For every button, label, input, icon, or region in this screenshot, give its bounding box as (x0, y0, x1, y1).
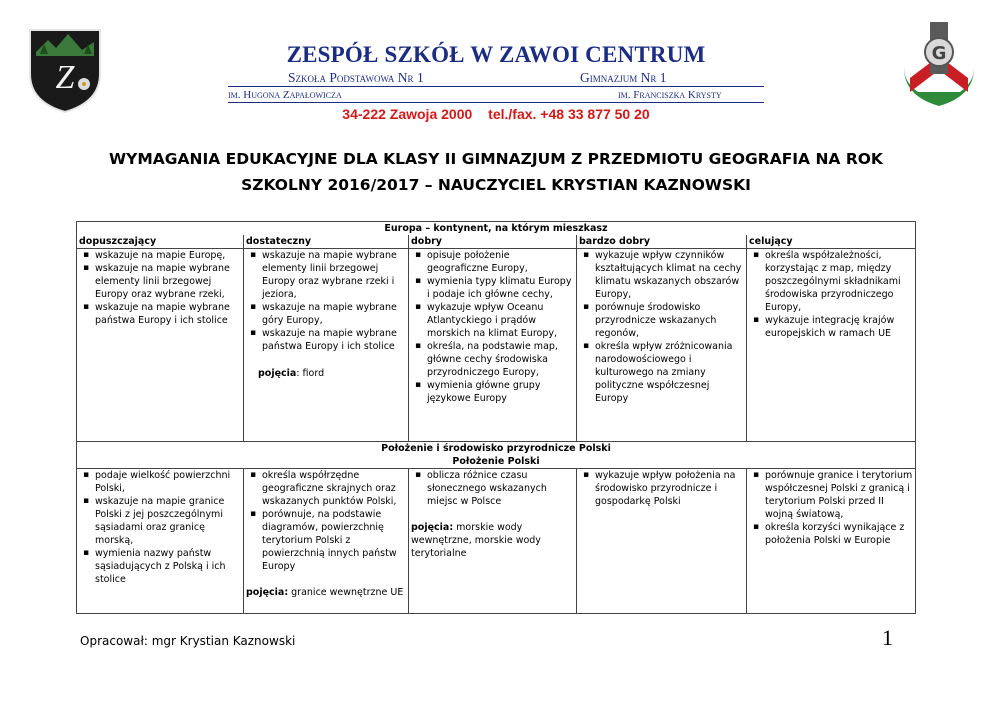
cell-dostateczny (244, 469, 409, 614)
requirement-item: ▪ wykazuje wpływ Oceanu Atlantyckiego i prądów morskich na klimat Europy, (427, 301, 574, 340)
section2-title: Położenie i środowisko przyrodnicze Polski (77, 442, 916, 456)
section-header-row (77, 222, 916, 236)
requirement-item: ▪ określa wpływ zróżnicowania narodowościowego i kulturowego na zmiany polityczne współczesnej Europy (595, 340, 744, 405)
cell-dobry (409, 249, 577, 442)
requirement-item: ▪ porównuje granice i terytorium współczesnej Polski z granicą i terytorium Polski przed II wojną światową, (765, 469, 913, 521)
requirement-item: ▪ wskazuje na mapie wybrane państwa Europy i ich stolice (262, 327, 406, 353)
grade-header: dopuszczający (77, 235, 244, 249)
svg-text:Z: Z (55, 59, 75, 96)
cell-dopuszczajacy (77, 469, 244, 614)
requirements-table (76, 221, 916, 614)
concepts-note (246, 586, 406, 599)
grade-header-row (77, 235, 916, 249)
header-divider-lower (228, 102, 764, 103)
requirement-item: ▪ porównuje środowisko przyrodnicze wskazanych regonów, (595, 301, 744, 340)
grade-header: dobry (409, 235, 577, 249)
requirement-item: ▪ wykazuje wpływ czynników kształtujących klimat na cechy klimatu wskazanych obszarów Europy, (595, 249, 744, 301)
footer-author: Opracował: mgr Krystian Kaznowski (80, 634, 296, 648)
requirement-item: ▪ określa współzależności, korzystając z map, między poszczególnymi składnikami środowiska przyrodniczego Europy, (765, 249, 913, 314)
section2-header-row (77, 442, 916, 456)
section2-content-row (77, 469, 916, 614)
requirement-item: ▪ wykazuje integrację krajów europejskich w ramach UE (765, 314, 913, 340)
requirement-item: ▪ wymienia główne grupy językowe Europy (427, 379, 574, 405)
requirement-item: ▪ określa współrzędne geograficzne skrajnych oraz wskazanych punktów Polski, (262, 469, 406, 508)
requirement-item: ▪ wskazuje na mapie wybrane elementy linii brzegowej Europy oraz wybrane rzeki, (95, 262, 241, 301)
concepts-label: pojęcia: (411, 522, 454, 533)
grade-header: bardzo dobry (577, 235, 747, 249)
concepts-label: pojęcia: (246, 587, 289, 598)
cell-celujacy (747, 249, 916, 442)
grade-header: celujący (747, 235, 916, 249)
requirement-item: ▪ określa, na podstawie map, główne cechy środowiska przyrodniczego Europy, (427, 340, 574, 379)
address: 34-222 Zawoja 2000 (342, 106, 473, 122)
concepts-text: granice wewnętrzne UE (288, 587, 404, 598)
requirement-item: ▪ wskazuje na mapie granice Polski z jej poszczególnymi sąsiadami oraz granicę morską, (95, 495, 241, 547)
cell-dopuszczajacy (77, 249, 244, 442)
primary-school-name: Szkoła Podstawowa Nr 1 (288, 70, 424, 85)
grade-header: dostateczny (244, 235, 409, 249)
requirement-item: ▪ określa korzyści wynikające z położenia Polski w Europie (765, 521, 913, 547)
requirement-item: ▪ wskazuje na mapie Europę, (95, 249, 241, 262)
requirement-item: ▪ podaje wielkość powierzchni Polski, (95, 469, 241, 495)
section2-subtitle: Położenie Polski (77, 455, 916, 469)
concepts-note (246, 367, 406, 380)
primary-school-patron: im. Hugona Zapałowicza (228, 89, 342, 101)
requirement-item: ▪ porównuje, na podstawie diagramów, powierzchnię terytorium Polski z powierzchnią innych państw Europy (262, 508, 406, 573)
svg-text:G: G (931, 43, 947, 64)
cell-bardzo-dobry (577, 249, 747, 442)
requirement-item: ▪ wymienia nazwy państw sąsiadujących z Polską i ich stolice (95, 547, 241, 586)
page-number: 1 (882, 625, 893, 650)
phone: tel./fax. +48 33 877 50 20 (488, 106, 650, 122)
concepts-note (411, 521, 574, 560)
cell-dobry (409, 469, 577, 614)
requirement-item: ▪ wykazuje wpływ położenia na środowisko przyrodnicze i gospodarkę Polski (595, 469, 744, 508)
requirement-item: ▪ oblicza różnice czasu słonecznego wskazanych miejsc w Polsce (427, 469, 574, 508)
contact-line (0, 106, 992, 122)
title-line-1: WYMAGANIA EDUKACYJNE DLA KLASY II GIMNAZJUM Z PRZEDMIOTU GEOGRAFIA NA ROK (109, 150, 883, 168)
document-title (60, 146, 932, 198)
school-name: ZESPÓŁ SZKÓŁ W ZAWOI CENTRUM (286, 42, 706, 67)
school-emblem-left-logo (24, 22, 106, 114)
cell-bardzo-dobry (577, 469, 747, 614)
concepts-text: : fiord (296, 368, 325, 379)
gymnasium-patron: im. Franciszka Krysty (618, 89, 722, 101)
concepts-label: pojęcia (258, 368, 297, 379)
section1-content-row (77, 249, 916, 442)
requirement-item: ▪ wymienia typy klimatu Europy i podaje ich główne cechy, (427, 275, 574, 301)
section1-title: Europa – kontynent, na którym mieszkasz (77, 222, 916, 236)
header-divider (228, 86, 764, 87)
concepts-text: morskie wody wewnętrzne, morskie wody terytorialne (411, 522, 541, 559)
cell-dostateczny (244, 249, 409, 442)
title-line-2: SZKOLNY 2016/2017 – NAUCZYCIEL KRYSTIAN KAZNOWSKI (241, 176, 751, 194)
gymnasium-name: Gimnazjum Nr 1 (580, 70, 667, 85)
requirement-item: ▪ wskazuje na mapie wybrane góry Europy, (262, 301, 406, 327)
section2-subheader-row (77, 455, 916, 469)
requirement-item: ▪ wskazuje na mapie wybrane państwa Europy i ich stolice (95, 301, 241, 327)
cell-celujacy (747, 469, 916, 614)
requirement-item: ▪ opisuje położenie geograficzne Europy, (427, 249, 574, 275)
requirement-item: ▪ wskazuje na mapie wybrane elementy linii brzegowej Europy oraz wybrane rzeki i jeziora, (262, 249, 406, 301)
